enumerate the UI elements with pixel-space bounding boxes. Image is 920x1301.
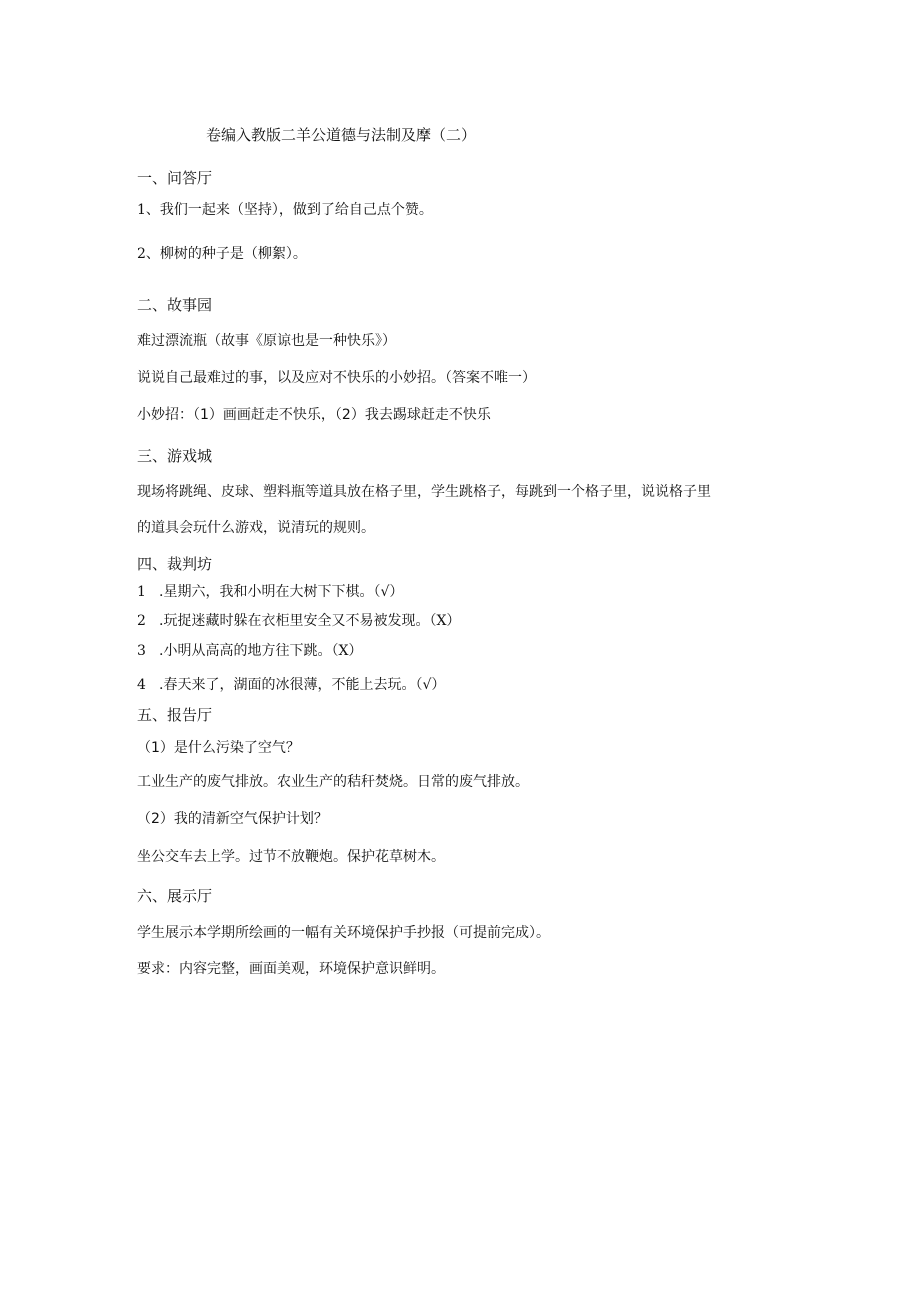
section-5-heading: 五、报告厅	[137, 706, 213, 724]
display-requirements: 要求：内容完整，画面美观，环境保护意识鲜明。	[137, 961, 445, 977]
judge-item	[137, 585, 403, 599]
report-question-2: （2）我的清新空气保护计划？	[137, 811, 328, 827]
section-2-heading: 二、故事园	[137, 296, 213, 314]
section-3-heading: 三、游戏城	[137, 447, 213, 465]
story-title: 难过漂流瓶（故事《原谅也是一种快乐》）	[137, 333, 396, 349]
report-answer-2: 坐公交车去上学。过节不放鞭炮。保护花草树木。	[137, 849, 445, 865]
section-1-heading: 一、问答厅	[137, 169, 213, 187]
report-question-1: （1）是什么污染了空气？	[137, 740, 300, 756]
judge-item	[137, 644, 362, 658]
judge-item-text: .星期六，我和小明在大树下下棋。（√）	[159, 584, 404, 600]
judge-item-text: .玩捉迷藏时躲在衣柜里安全又不易被发现。（X）	[159, 613, 461, 629]
question-2: 2、柳树的种子是（柳絮）。	[137, 246, 307, 262]
section-4-heading: 四、裁判坊	[137, 555, 213, 573]
story-prompt: 说说自己最难过的事，以及应对不快乐的小妙招。（答案不唯一）	[137, 370, 536, 386]
judge-item-number: 1	[137, 584, 146, 600]
report-answer-1: 工业生产的废气排放。农业生产的秸秆焚烧。日常的废气排放。	[137, 774, 529, 790]
judge-item-number: 3	[137, 643, 146, 659]
judge-item	[137, 614, 460, 628]
judge-item-number: 4	[137, 677, 146, 693]
judge-item-number: 2	[137, 613, 146, 629]
game-description-line-1: 现场将跳绳、皮球、塑料瓶等道具放在格子里，学生跳格子，每跳到一个格子里，说说格子里	[137, 484, 711, 500]
story-tips: 小妙招：（1）画画赶走不快乐，（2）我去踢球赶走不快乐	[137, 407, 491, 423]
judge-item	[137, 678, 445, 692]
document-title: 卷编入教版二羊公道德与法制及摩（二）	[206, 126, 477, 144]
judge-item-text: .小明从高高的地方往下跳。（X）	[159, 643, 363, 659]
judge-item-text: .春天来了，湖面的冰很薄，不能上去玩。（√）	[159, 677, 446, 693]
game-description-line-2: 的道具会玩什么游戏，说清玩的规则。	[137, 520, 375, 536]
display-description: 学生展示本学期所绘画的一幅有关环境保护手抄报（可提前完成）。	[137, 925, 550, 941]
question-1: 1、我们一起来（坚持），做到了给自己点个赞。	[137, 202, 433, 218]
section-6-heading: 六、展示厅	[137, 887, 213, 905]
